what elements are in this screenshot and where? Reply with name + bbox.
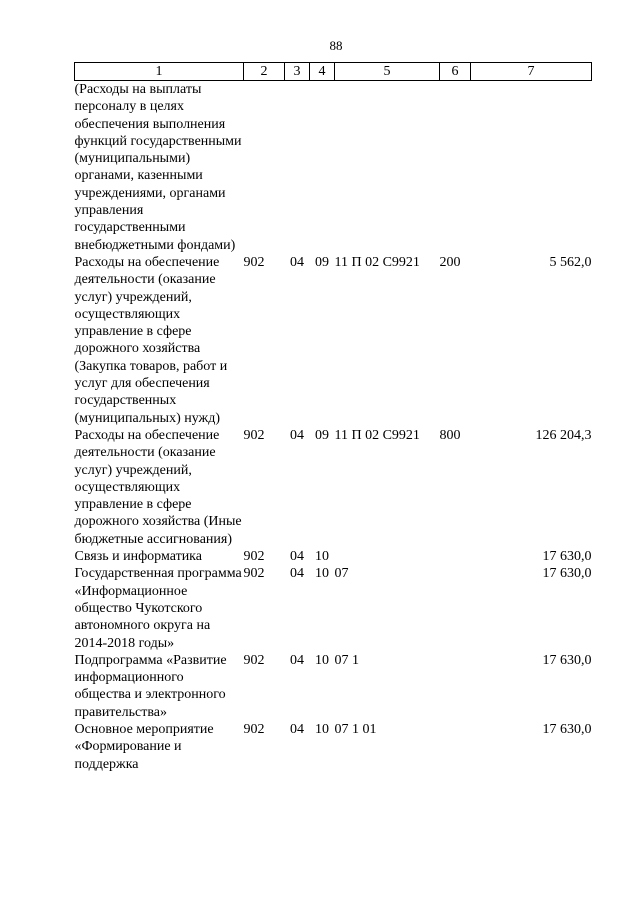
ministry-code: 902 xyxy=(243,549,265,565)
item-name: Основное мероприятие «Формирование и поддержка xyxy=(74,721,214,772)
ministry-code xyxy=(244,81,285,254)
target-article-code: 07 xyxy=(334,566,349,582)
item-name: Государственная программа «Информационное общество Чукотского автономного округа на 2014-2018 годы» xyxy=(74,566,242,651)
expense-type-code xyxy=(440,652,471,721)
subsection-code: 09 xyxy=(315,427,329,443)
column-header: 4 xyxy=(310,63,335,81)
section-code: 04 xyxy=(290,549,304,565)
target-article-code: 07 1 xyxy=(334,652,359,668)
table-row xyxy=(75,565,592,651)
subsection-code: 10 xyxy=(315,549,329,565)
amount: 5 562,0 xyxy=(549,254,592,270)
section-code: 04 xyxy=(290,566,304,582)
amount: 126 204,3 xyxy=(535,427,592,443)
column-header: 2 xyxy=(244,63,285,81)
table-row xyxy=(75,254,592,427)
target-article-code xyxy=(335,548,440,565)
column-header: 5 xyxy=(335,63,440,81)
subsection-code: 10 xyxy=(315,721,329,737)
expense-type-code: 800 xyxy=(439,427,461,443)
section-code: 04 xyxy=(290,427,304,443)
amount xyxy=(471,81,592,254)
column-header: 7 xyxy=(471,63,592,81)
page-number: 88 xyxy=(329,38,343,53)
target-article-code: 11 П 02 С9921 xyxy=(334,427,420,443)
amount: 17 630,0 xyxy=(542,721,592,737)
ministry-code: 902 xyxy=(243,254,265,270)
column-header: 1 xyxy=(75,63,244,81)
ministry-code: 902 xyxy=(243,652,265,668)
item-name: Подпрограмма «Развитие информационного общества и электронного правительства» xyxy=(74,652,227,720)
subsection-code: 10 xyxy=(315,566,329,582)
subsection-code: 10 xyxy=(315,652,329,668)
table-row xyxy=(75,81,592,254)
expense-type-code xyxy=(440,548,471,565)
item-name: Расходы на обеспечение деятельности (оказание услуг) учреждений, осуществляющих управление в сфере дорожного хозяйства (Иные бюджетные ассигнования) xyxy=(74,427,242,547)
item-name: (Расходы на выплаты персоналу в целях обеспечения выполнения функций государственными (муниципальными) органами, казенными учреждениями, органами управления государственными внебюджетными фондами) xyxy=(74,82,242,253)
section-code: 04 xyxy=(290,254,304,270)
section-code: 04 xyxy=(290,652,304,668)
item-name: Расходы на обеспечение деятельности (оказание услуг) учреждений, осуществляющих управление в сфере дорожного хозяйства (Закупка товаров, работ и услуг для обеспечения государственных (муниципальных) нужд) xyxy=(74,254,228,426)
table-row xyxy=(75,548,592,565)
subsection-code: 09 xyxy=(315,254,329,270)
table-row xyxy=(75,652,592,721)
expense-type-code xyxy=(440,565,471,651)
header-row xyxy=(75,63,592,81)
amount: 17 630,0 xyxy=(542,549,592,565)
expense-type-code: 200 xyxy=(439,254,461,270)
column-header: 3 xyxy=(285,63,310,81)
ministry-code: 902 xyxy=(243,566,265,582)
expense-type-code xyxy=(440,721,471,773)
amount: 17 630,0 xyxy=(542,566,592,582)
section-code: 04 xyxy=(290,721,304,737)
target-article-code xyxy=(335,81,440,254)
table-row xyxy=(75,427,592,548)
expense-type-code xyxy=(440,81,471,254)
column-header: 6 xyxy=(440,63,471,81)
subsection-code xyxy=(310,81,335,254)
item-name: Связь и информатика xyxy=(74,549,202,565)
target-article-code: 11 П 02 С9921 xyxy=(334,254,420,270)
ministry-code: 902 xyxy=(243,721,265,737)
target-article-code: 07 1 01 xyxy=(334,721,377,737)
table-row xyxy=(75,721,592,773)
ministry-code: 902 xyxy=(243,427,265,443)
budget-table xyxy=(74,62,592,773)
section-code xyxy=(285,81,310,254)
amount: 17 630,0 xyxy=(542,652,592,668)
